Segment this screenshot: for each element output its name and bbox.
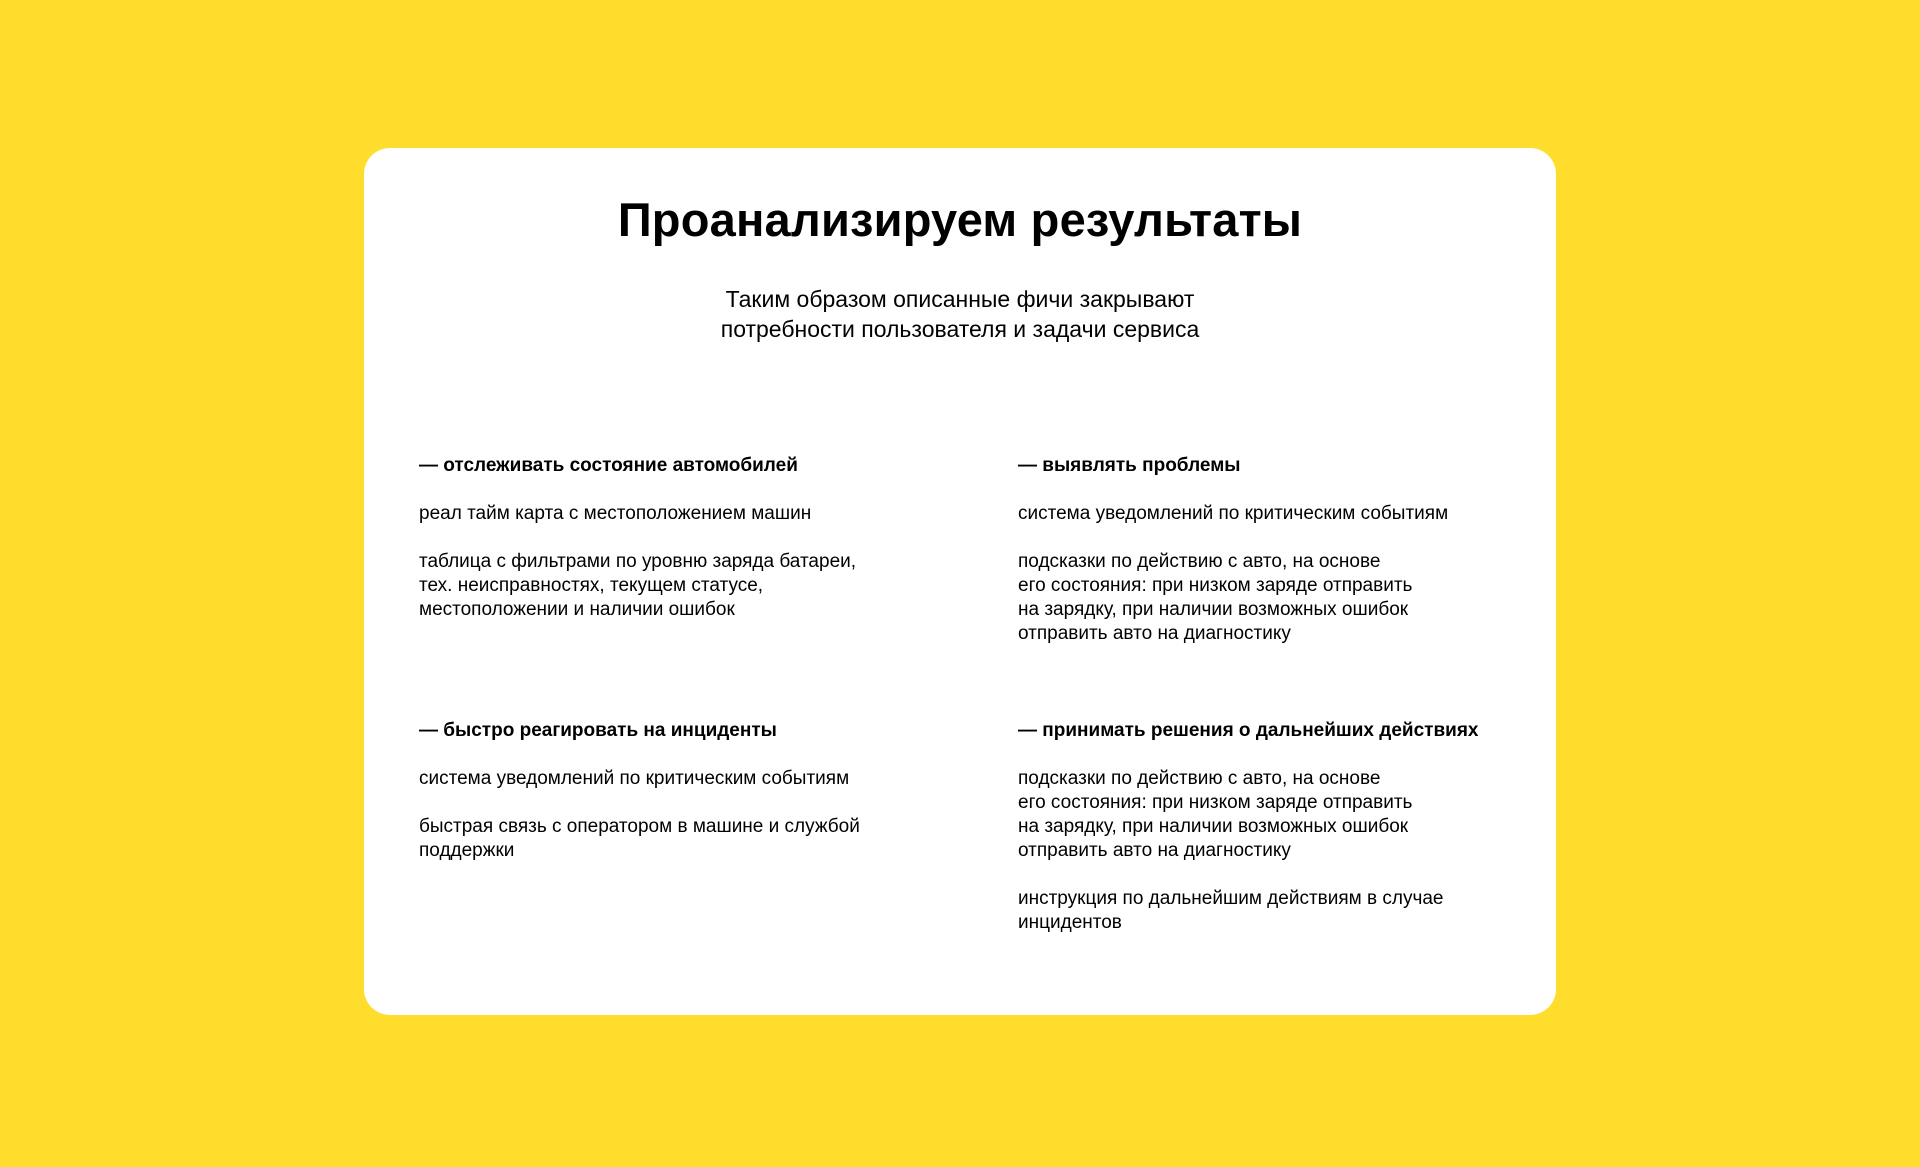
block-heading: — отслеживать состояние автомобилей — [419, 455, 798, 476]
block-item — [1018, 502, 1558, 526]
subtitle-line: потребности пользователя и задачи сервиса — [720, 316, 1200, 342]
block-item — [1018, 887, 1558, 935]
item-line: подсказки по действию с авто, на основе — [1018, 551, 1381, 572]
page-title: Проанализируем результаты — [617, 193, 1303, 246]
item-line: поддержки — [419, 840, 515, 861]
item-line: реал тайм карта с местоположением машин — [419, 503, 812, 524]
feature-block-react-incidents — [419, 719, 959, 887]
block-item — [419, 502, 959, 526]
item-line: на зарядку, при наличии возможных ошибок — [1018, 599, 1409, 620]
item-line: инцидентов — [1018, 912, 1122, 933]
item-line: отправить авто на диагностику — [1018, 840, 1291, 861]
content-card — [364, 148, 1556, 1015]
feature-block-track-cars — [419, 454, 959, 646]
item-line: отправить авто на диагностику — [1018, 623, 1291, 644]
item-line: быстрая связь с оператором в машине и службой — [419, 816, 860, 837]
item-line: его состояния: при низком заряде отправить — [1018, 792, 1413, 813]
item-line: система уведомлений по критическим событиям — [419, 768, 850, 789]
item-line: местоположении и наличии ошибок — [419, 599, 735, 620]
block-item — [419, 767, 959, 791]
feature-block-detect-problems — [1018, 454, 1558, 670]
block-heading: — выявлять проблемы — [1018, 455, 1241, 476]
block-item — [1018, 767, 1558, 863]
block-item — [419, 550, 959, 622]
item-line: его состояния: при низком заряде отправить — [1018, 575, 1413, 596]
page-subtitle — [364, 284, 1556, 344]
block-item — [1018, 550, 1558, 646]
block-item — [419, 815, 959, 863]
item-line: инструкция по дальнейшим действиям в случае — [1018, 888, 1444, 909]
item-line: тех. неисправностях, текущем статусе, — [419, 575, 764, 596]
item-line: подсказки по действию с авто, на основе — [1018, 768, 1381, 789]
block-heading: — принимать решения о дальнейших действиях — [1018, 720, 1479, 741]
item-line: таблица с фильтрами по уровню заряда батареи, — [419, 551, 857, 572]
block-heading: — быстро реагировать на инциденты — [419, 720, 777, 741]
item-line: система уведомлений по критическим событиям — [1018, 503, 1449, 524]
item-line: на зарядку, при наличии возможных ошибок — [1018, 816, 1409, 837]
feature-block-make-decisions — [1018, 719, 1558, 959]
subtitle-line: Таким образом описанные фичи закрывают — [725, 286, 1195, 312]
